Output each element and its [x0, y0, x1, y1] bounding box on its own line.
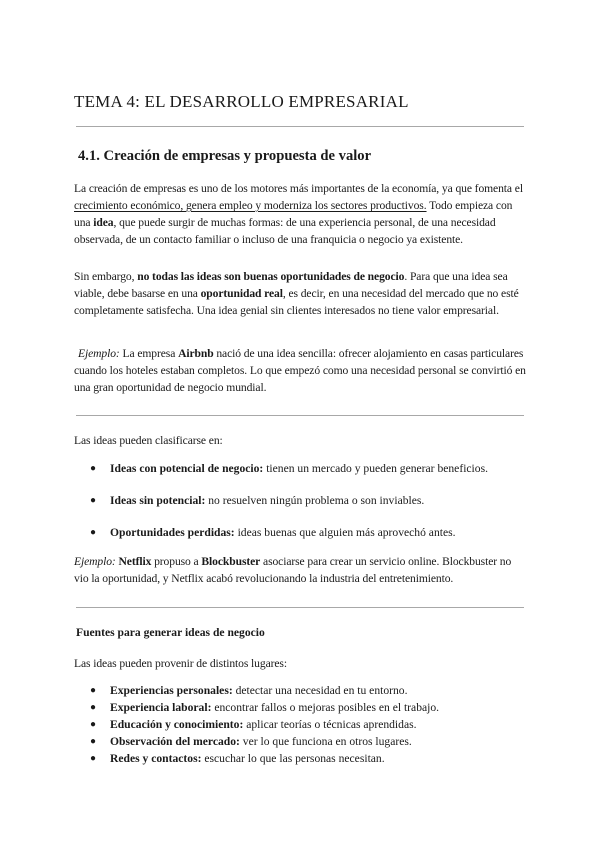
bullet-icon: ●: [90, 527, 97, 538]
bullet-icon: ●: [90, 685, 97, 696]
example-netflix: Ejemplo: Netflix propuso a Blockbuster asociarse para crear un servicio online. Blockbuster no vio la oportunidad, y Netflix acabó revolucionando la industria del entretenimiento.: [74, 555, 512, 585]
idea-sources-list: [74, 682, 526, 767]
list-item: ● Educación y conocimiento: aplicar teorías o técnicas aprendidas.: [90, 718, 417, 731]
list-item: ● Ideas con potencial de negocio: tienen un mercado y pueden generar beneficios.: [90, 462, 488, 475]
list-item: ● Ideas sin potencial: no resuelven ningún problema o son inviables.: [90, 494, 425, 507]
divider: [76, 415, 524, 416]
list-item: ● Experiencias personales: detectar una necesidad en tu entorno.: [90, 684, 408, 697]
list-item: ● Observación del mercado: ver lo que funciona en otros lugares.: [90, 735, 412, 748]
list-item: ● Redes y contactos: escuchar lo que las personas necesitan.: [90, 752, 385, 765]
divider: [76, 126, 524, 127]
idea-types-list: [74, 460, 526, 556]
bullet-icon: ●: [90, 736, 97, 747]
paragraph-sources-intro: Las ideas pueden provenir de distintos lugares:: [74, 657, 287, 670]
list-item: ● Experiencia laboral: encontrar fallos o mejoras posibles en el trabajo.: [90, 701, 440, 714]
section-heading: 4.1. Creación de empresas y propuesta de valor: [78, 148, 372, 164]
divider: [76, 607, 524, 608]
list-item: ● Oportunidades perdidas: ideas buenas que alguien más aprovechó antes.: [90, 526, 456, 539]
bullet-icon: ●: [90, 702, 97, 713]
bullet-icon: ●: [90, 463, 97, 474]
bullet-icon: ●: [90, 495, 97, 506]
paragraph-intro: La creación de empresas es uno de los motores más importantes de la economía, ya que fomenta el crecimiento económico, genera empleo y moderniza los sectores productivos. Todo empieza con una idea, que puede surgir de muchas formas: de una experiencia personal, de una necesidad observada, de un contacto familiar o incluso de una franquicia o negocio ya existente.: [74, 182, 523, 246]
bullet-icon: ●: [90, 719, 97, 730]
page-title: TEMA 4: EL DESARROLLO EMPRESARIAL: [74, 92, 409, 111]
example-airbnb: Ejemplo: La empresa Airbnb nació de una idea sencilla: ofrecer alojamiento en casas particulares cuando los hoteles estaban completos. Lo que empezó como una necesidad personal se convirtió en una gran oportunidad de negocio mundial.: [74, 347, 526, 394]
paragraph-classify-intro: Las ideas pueden clasificarse en:: [74, 434, 223, 447]
bullet-icon: ●: [90, 753, 97, 764]
subsection-heading: Fuentes para generar ideas de negocio: [76, 626, 265, 639]
paragraph-opportunity: Sin embargo, no todas las ideas son buenas oportunidades de negocio. Para que una idea sea viable, debe basarse en una oportunidad real, es decir, en una necesidad del mercado que no esté completamente satisfecha. Una idea genial sin clientes interesados no tiene valor empresarial.: [74, 270, 519, 317]
